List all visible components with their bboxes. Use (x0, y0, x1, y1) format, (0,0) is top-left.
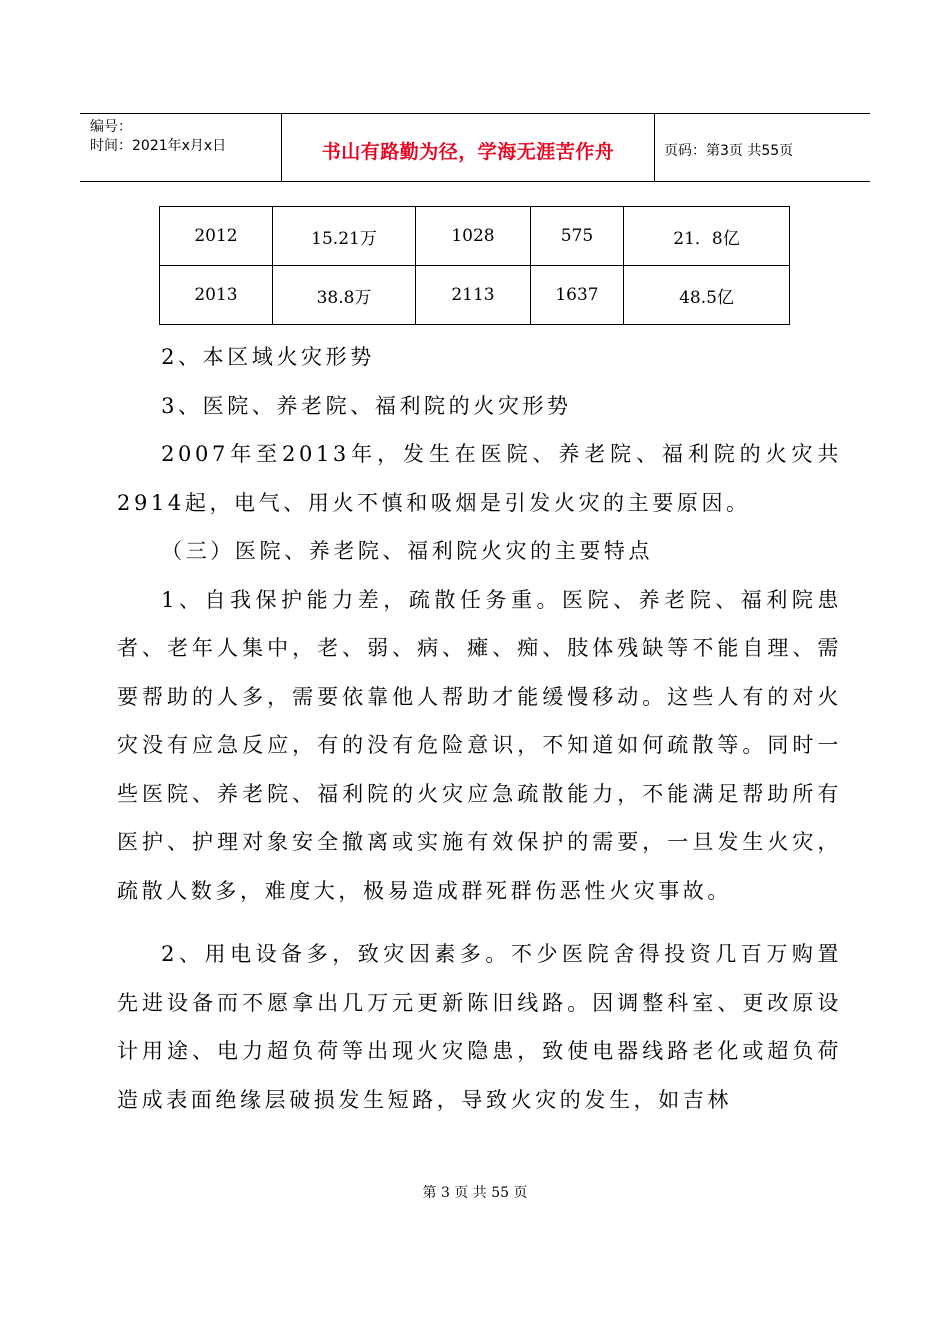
paragraph: 2007年至2013年，发生在医院、养老院、福利院的火灾共2914起，电气、用火不慎和吸烟是引发火灾的主要原因。 (117, 442, 842, 515)
number-label: 编号： (90, 119, 132, 135)
table-cell: 2113 (416, 266, 531, 325)
header-meta (90, 118, 226, 156)
document-body (117, 333, 842, 1124)
fire-statistics-table (159, 206, 790, 325)
section-heading: 3、医院、养老院、福利院的火灾形势 (161, 393, 572, 418)
table-cell: 38.8万 (273, 266, 416, 325)
table-cell: 2012 (160, 207, 273, 266)
table-cell: 1028 (416, 207, 531, 266)
paragraph: 1、自我保护能力差，疏散任务重。医院、养老院、福利院患者、老年人集中，老、弱、病、瘫、痴、肢体残缺等不能自理、需要帮助的人多，需要依靠他人帮助才能缓慢移动。这些人有的对火灾没有应急反应，有的没有危险意识，不知道如何疏散等。同时一些医院、养老院、福利院的火灾应急疏散能力，不能满足帮助所有医护、护理对象安全撤离或实施有效保护的需要，一旦发生火灾，疏散人数多，难度大，极易造成群死群伤恶性火灾事故。 (117, 587, 842, 903)
header-divider-right (654, 113, 655, 182)
header-page-info: 页码：第3页 共55页 (664, 143, 794, 159)
section-heading: （三）医院、养老院、福利院火灾的主要特点 (161, 539, 654, 563)
section-heading: 2、本区域火灾形势 (161, 345, 375, 369)
table-cell: 2013 (160, 266, 273, 325)
table-cell: 575 (531, 207, 624, 266)
table-cell: 1637 (531, 266, 624, 325)
header-bottom-rule (80, 181, 870, 182)
time-label: 时间：2021年x月x日 (90, 138, 227, 154)
table-cell: 21．8亿 (624, 207, 790, 266)
paragraph: 2、用电设备多，致灾因素多。不少医院舍得投资几百万购置先进设备而不愿拿出几万元更新陈旧线路。因调整科室、更改原设计用途、电力超负荷等出现火灾隐患，致使电器线路老化或超负荷造成表面绝缘层破损发生短路，导致火灾的发生，如吉林 (117, 942, 842, 1112)
page-footer: 第 3 页 共 55 页 (422, 1185, 528, 1201)
table-row (160, 266, 790, 325)
table-cell: 48.5亿 (624, 266, 790, 325)
table-row (160, 207, 790, 266)
header-top-rule (80, 113, 870, 114)
header-motto: 书山有路勤为径，学海无涯苦作舟 (321, 141, 615, 163)
table-cell: 15.21万 (273, 207, 416, 266)
